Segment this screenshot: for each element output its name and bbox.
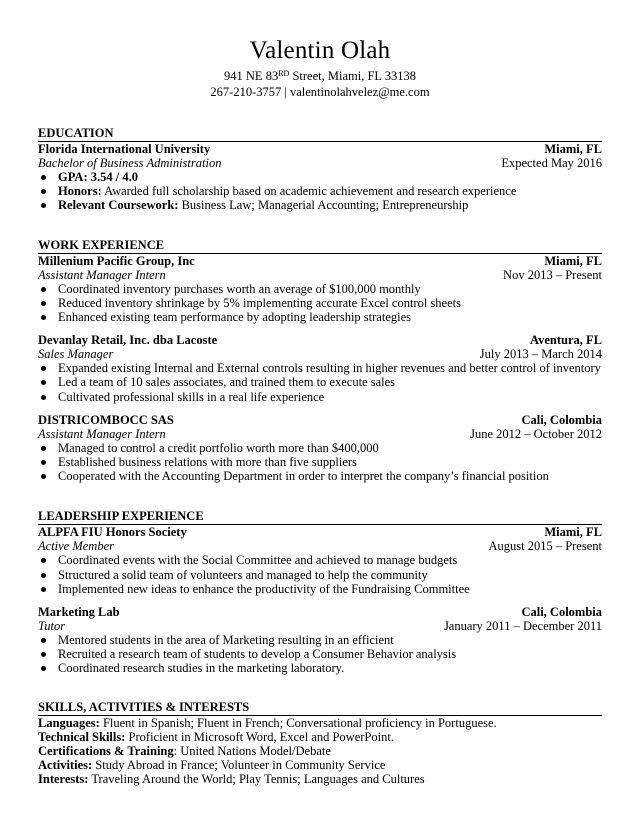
list-item: GPA: 3.54 / 4.0 [38,170,602,184]
list-item: Established business relations with more than five suppliers [38,455,602,469]
list-item: Enhanced existing team performance by adopting leadership strategies [38,310,602,324]
work-entry-2 [38,413,602,484]
list-item: Mentored students in the area of Marketing resulting in an efficient [38,633,602,647]
role-date: July 2013 – March 2014 [479,347,602,362]
bullet-icon [41,301,46,306]
org-name: ALPFA FIU Honors Society [38,525,187,540]
org-name: Millenium Pacific Group, Inc [38,253,195,268]
bullet-icon [41,638,46,643]
list-item: Coordinated events with the Social Committee and achieved to manage budgets [38,553,602,567]
bullet-icon [41,652,46,657]
contact-line: 267-210-3757 | valentinolahvelez@me.com [210,85,430,99]
address-line [38,68,602,84]
resume-page [38,36,602,787]
bullet-icon [41,189,46,194]
skills-title: SKILLS, ACTIVITIES & INTERESTS [38,700,602,716]
leadership-entry-0 [38,525,602,596]
list-item: Coordinated research studies in the marketing laboratory. [38,661,602,675]
address-pre: 941 NE 83 [224,69,279,83]
bullet-icon [41,558,46,563]
list-item: Relevant Coursework: Business Law; Managerial Accounting; Entrepreneurship [38,198,602,212]
org-location: Aventura, FL [530,333,602,348]
org-location: Miami, FL [544,525,602,540]
role-date: January 2011 – December 2011 [443,619,602,634]
role-title: Assistant Manager Intern [38,267,166,282]
list-item: Led a team of 10 sales associates, and trained them to execute sales [38,375,602,389]
bullet-icon [41,587,46,592]
work-entry-0 [38,254,602,325]
role-title: Sales Manager [38,347,114,362]
degree: Bachelor of Business Administration [38,156,222,170]
role-date: June 2012 – October 2012 [470,426,602,441]
list-item: Cooperated with the Accounting Department in order to interpret the company’s financial position [38,469,602,483]
bullet-icon [41,460,46,465]
org-location: Miami, FL [544,253,602,268]
list-item: Reduced inventory shrinkage by 5% implementing accurate Excel control sheets [38,296,602,310]
education-bullets [38,170,602,213]
list-item: Structured a solid team of volunteers and managed to help the community [38,568,602,582]
bullet-icon [41,366,46,371]
leadership-title: LEADERSHIP EXPERIENCE [38,509,602,525]
list-item: Expanded existing Internal and External controls resulting in higher revenues and better control of inventory [38,361,602,375]
list-item: Implemented new ideas to enhance the productivity of the Fundraising Committee [38,582,602,596]
skill-line-certifications: Certifications & Training: United Nations Model/Debate [38,744,331,759]
candidate-name: Valentin Olah [249,37,391,64]
leadership-section [38,509,602,675]
org-location: Cali, Colombia [521,412,602,427]
education-title: EDUCATION [38,126,602,142]
bullet-icon [41,666,46,671]
leadership-entry-1 [38,605,602,676]
bullet-icon [41,395,46,400]
org-name: Devanlay Retail, Inc. dba Lacoste [38,333,218,348]
org-location: Cali, Colombia [521,605,602,620]
list-item: Managed to control a credit portfolio worth more than $400,000 [38,441,602,455]
role-title: Tutor [38,619,66,634]
role-date: Nov 2013 – Present [503,267,602,282]
role-title: Assistant Manager Intern [38,426,166,441]
work-entry-1 [38,333,602,404]
list-item: Recruited a research team of students to develop a Consumer Behavior analysis [38,647,602,661]
bullet-icon [41,573,46,578]
list-item: Honors: Awarded full scholarship based on academic achievement and research experience [38,184,602,198]
skill-line-interests: Interests: Traveling Around the World; Play Tennis; Languages and Cultures [38,772,425,787]
org-name: Marketing Lab [38,605,120,620]
bullet-icon [41,474,46,479]
address-post: Street, Miami, FL 33138 [289,69,416,83]
role-date: August 2015 – Present [488,539,602,554]
list-item: Coordinated inventory purchases worth an average of $100,000 monthly [38,282,602,296]
graduation-date: Expected May 2016 [501,156,602,170]
address-sup: RD [278,69,290,78]
skill-line-languages: Languages: Fluent in Spanish; Fluent in French; Conversational proficiency in Portuguese. [38,715,497,730]
org-name: DISTRICOMBOCC SAS [38,412,174,427]
role-title: Active Member [38,539,115,554]
work-section [38,238,602,484]
education-header-row [38,142,602,156]
bullet-icon [41,203,46,208]
list-item: Cultivated professional skills in a real life experience [38,390,602,404]
bullet-icon [41,380,46,385]
skills-section [38,700,602,787]
bullet-icon [41,287,46,292]
skill-line-technical: Technical Skills: Proficient in Microsoft Word, Excel and PowerPoint. [38,729,394,744]
skill-line-activities: Activities: Study Abroad in France; Volunteer in Community Service [38,758,386,773]
education-section [38,126,602,213]
bullet-icon [41,315,46,320]
school-location: Miami, FL [544,142,602,156]
bullet-icon [41,175,46,180]
school-name: Florida International University [38,142,211,156]
education-degree-row [38,156,602,170]
bullet-icon [41,446,46,451]
work-title: WORK EXPERIENCE [38,238,602,254]
